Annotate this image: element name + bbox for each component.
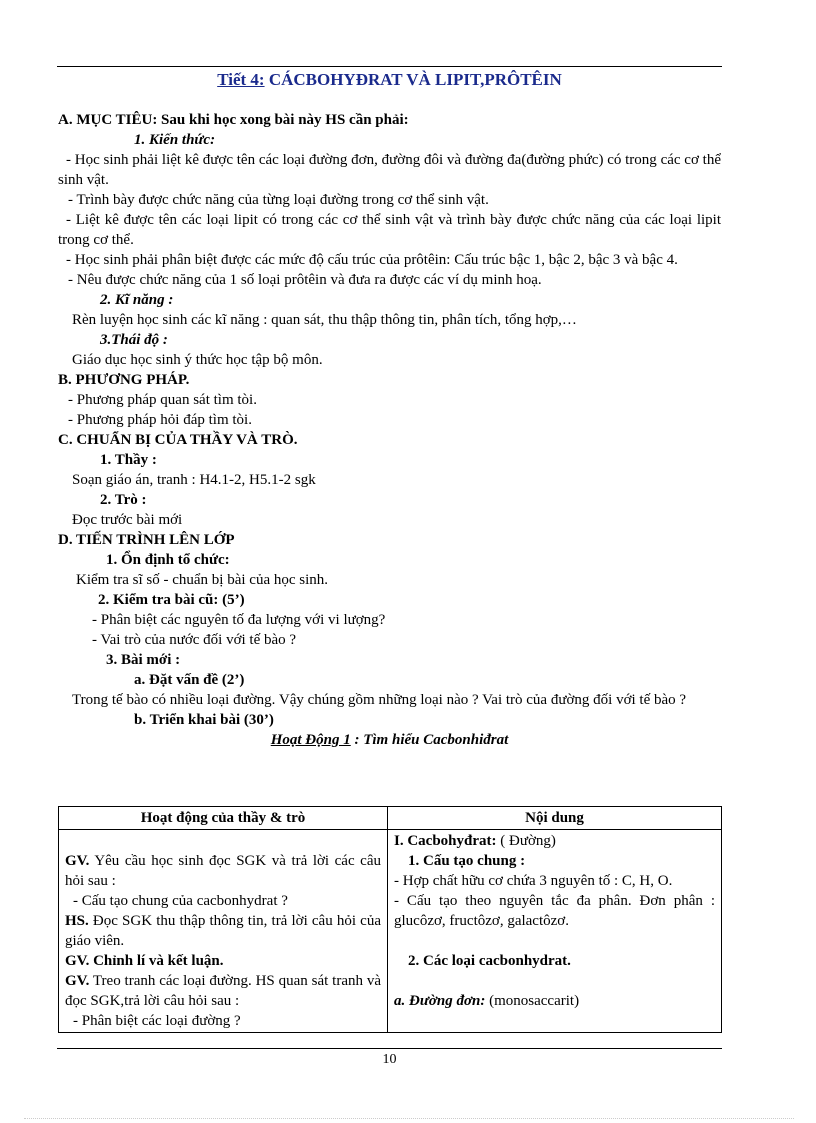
- hs: [65, 911, 381, 951]
- r2: 1. Cấu tạo chung :: [408, 853, 526, 869]
- r1-text: ( Đường): [496, 833, 556, 849]
- gv1: [65, 851, 381, 891]
- b-line-2: - Phương pháp hỏi đáp tìm tòi.: [68, 412, 252, 428]
- r5: 2. Các loại cacbonhydrat.: [408, 953, 571, 969]
- section-c-heading: C. CHUẨN BỊ CỦA THẦY VÀ TRÒ.: [58, 432, 298, 448]
- lesson-content: [58, 110, 721, 750]
- teacher-student-cell: [59, 830, 388, 1033]
- col-content-header: Nội dung: [388, 807, 722, 830]
- a1-line-4: - Học sinh phải phân biệt được các mức độ cấu trúc của prôtêin: Cấu trúc bậc 1, bậc 2, bậc 3 và bậc 4.: [66, 252, 678, 268]
- gv3-label: GV.: [65, 973, 90, 989]
- activity-text: : Tìm hiểu Cacbonhiđrat: [350, 732, 509, 748]
- section-b-heading: B. PHƯƠNG PHÁP.: [58, 372, 190, 388]
- gv1-label: GV.: [65, 853, 90, 869]
- b-line-1: - Phương pháp quan sát tìm tòi.: [68, 392, 257, 408]
- content-cell: [388, 830, 722, 1033]
- d3-heading: 3. Bài mới :: [106, 652, 181, 668]
- a1-line-1: - Học sinh phải liệt kê được tên các loại đường đơn, đường đôi và đường đa(đường phức) có trong các cơ thể sinh vật.: [58, 152, 721, 188]
- activity-heading: [58, 730, 721, 750]
- table-row: [59, 830, 722, 1033]
- a1-line-3: - Liệt kê được tên các loại lipit có trong các cơ thể sinh vật và trình bày được chức năng của các loại lipit trong cơ thể.: [58, 212, 721, 248]
- a1-line-5: - Nêu được chức năng của 1 số loại prôtêin và đưa ra được các ví dụ minh hoạ.: [68, 272, 542, 288]
- a3-text: Giáo dục học sinh ý thức học tập bộ môn.: [72, 352, 323, 368]
- c2-heading: 2. Trò :: [100, 492, 147, 508]
- footer-rule: [57, 1048, 722, 1049]
- r6-text: (monosaccarit): [485, 993, 580, 1009]
- activity-table: [58, 806, 722, 1033]
- r4: - Cấu tạo theo nguyên tắc đa phân. Đơn phân : glucôzơ, fructôzơ, galactôzơ.: [394, 893, 715, 929]
- page-number: 10: [382, 1052, 397, 1067]
- r1-label: I. Cacbohyđrat:: [394, 833, 497, 849]
- lesson-title: [0, 70, 779, 90]
- page-edge: [24, 1118, 794, 1119]
- r3: - Hợp chất hữu cơ chứa 3 nguyên tố : C, H, O.: [394, 873, 673, 889]
- d2-line-2: - Vai trò của nước đối với tế bào ?: [92, 632, 297, 648]
- d1-heading: 1. Ổn định tổ chức:: [106, 552, 230, 568]
- r6-label: a. Đường đơn:: [394, 993, 486, 1009]
- title-label: Tiết 4:: [217, 70, 265, 89]
- c1-text: Soạn giáo án, tranh : H4.1-2, H5.1-2 sgk: [72, 472, 316, 488]
- gv3: [65, 971, 381, 1011]
- gv2: GV. Chỉnh lí và kết luận.: [65, 953, 224, 969]
- a3-heading: 3.Thái độ :: [100, 332, 168, 348]
- hs-text: Đọc SGK thu thập thông tin, trả lời câu hỏi của giáo viên.: [65, 913, 381, 949]
- d3a-text: Trong tế bào có nhiều loại đường. Vậy chúng gồm những loại nào ? Vai trò của đường đối với tế bào ?: [72, 692, 687, 708]
- hs-label: HS.: [65, 913, 89, 929]
- r6: [394, 991, 715, 1011]
- d2-line-1: - Phân biệt các nguyên tố đa lượng với vi lượng?: [92, 612, 386, 628]
- d3b-heading: b. Triển khai bài (30’): [134, 712, 274, 728]
- a2-heading: 2. Kĩ năng :: [100, 292, 174, 308]
- gv3-question: - Phân biệt các loại đường ?: [73, 1013, 241, 1029]
- section-a-heading: A. MỤC TIÊU: Sau khi học xong bài này HS cần phải:: [58, 112, 409, 128]
- gv1-text: Yêu cầu học sinh đọc SGK và trả lời các câu hỏi sau :: [65, 853, 381, 889]
- d3a-heading: a. Đặt vấn đề (2’): [134, 672, 245, 688]
- c1-heading: 1. Thầy :: [100, 452, 157, 468]
- header-rule: [57, 66, 722, 67]
- c2-text: Đọc trước bài mới: [72, 512, 183, 528]
- a1-line-2: - Trình bày được chức năng của từng loại đường trong cơ thể sinh vật.: [68, 192, 489, 208]
- d2-heading: 2. Kiểm tra bài cũ: (5’): [98, 592, 245, 608]
- d1-text: Kiểm tra sĩ số - chuẩn bị bài của học sinh.: [76, 572, 329, 588]
- col-teacher-student-header: Hoạt động của thầy & trò: [59, 807, 388, 830]
- r1: [394, 831, 715, 851]
- gv1-question: - Cấu tạo chung của cacbonhydrat ?: [73, 893, 288, 909]
- activity-label: Hoạt Động 1: [270, 732, 351, 748]
- a2-text: Rèn luyện học sinh các kĩ năng : quan sát, thu thập thông tin, phân tích, tổng hợp,…: [72, 312, 577, 328]
- table-header-row: [59, 807, 722, 830]
- title-text: CÁCBOHYĐRAT VÀ LIPIT,PRÔTÊIN: [264, 70, 562, 89]
- a1-heading: 1. Kiến thức:: [134, 132, 216, 148]
- section-d-heading: D. TIẾN TRÌNH LÊN LỚP: [58, 532, 235, 548]
- gv3-text: Treo tranh các loại đường. HS quan sát tranh và đọc SGK,trả lời câu hỏi sau :: [65, 973, 381, 1009]
